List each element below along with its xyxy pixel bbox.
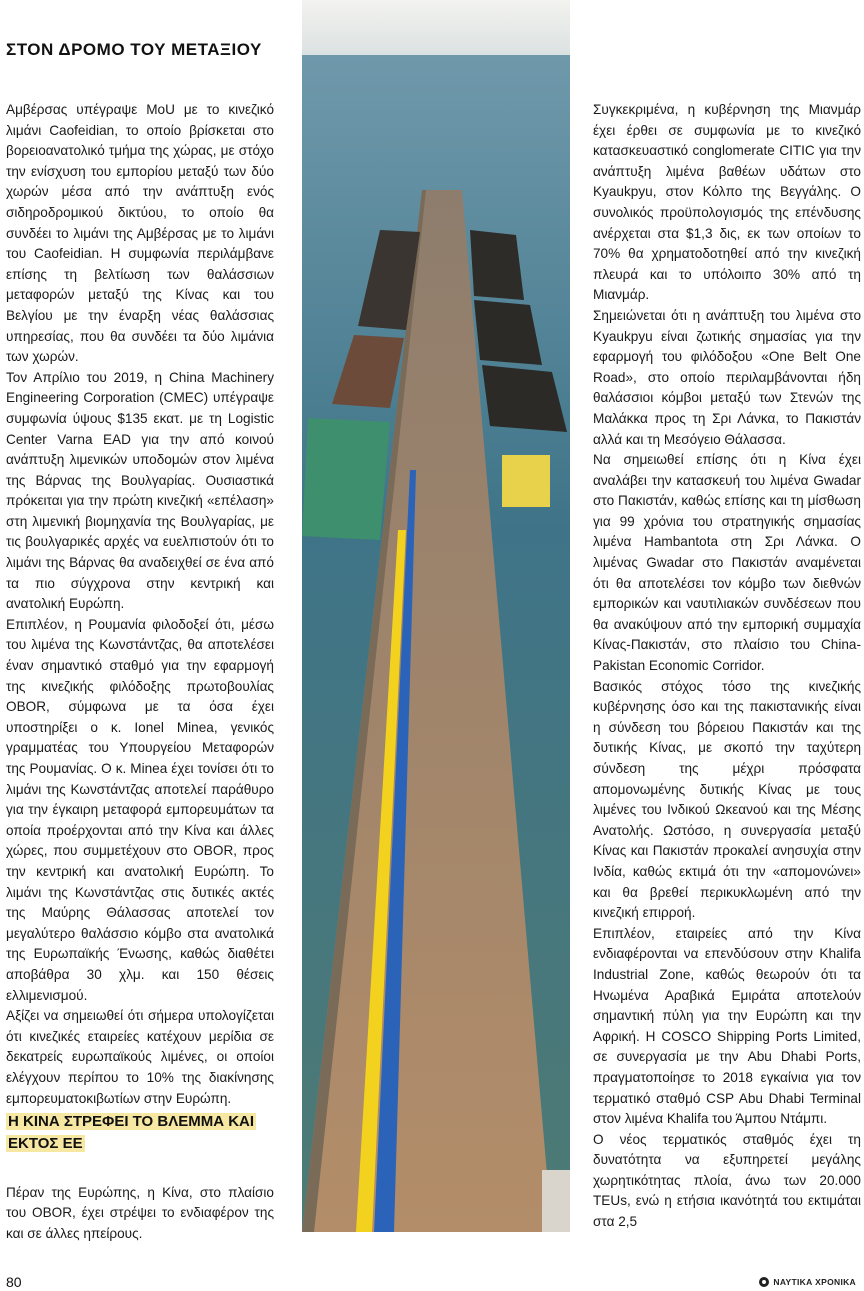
page-number: 80 (6, 1274, 22, 1290)
barge-left-green (302, 418, 390, 540)
paragraph: Συγκεκριμένα, η κυβέρνηση της Μιανμάρ έχει έρθει σε συμφωνία με το κινεζικό κατασκευαστικό conglomerate CITIC για την ανάπτυξη λιμένα βαθέων υδάτων στο Kyaukpyu, στον Κόλπο της Βεγγάλης. Ο συνολικός προϋπολογισμός της επένδυσης ανέρχεται στα $1,3 δις, εκ των οποίων το 70% θα χρηματοδοτηθεί από την κινεζική πλευρά και το υπόλοιπο 30% από τη Μιανμάρ. (593, 102, 861, 303)
sky (302, 0, 570, 62)
paragraph: Αμβέρσας υπέγραψε MoU με το κινεζικό λιμάνι Caofeidian, το οποίο βρίσκεται στο βορειοανατολικό τμήμα της χώρας, με στόχο την ενίσχυση του εμπορίου μεταξύ των δύο χωρών μέσα από την ανάπτυξη ενός σιδηροδρομικού δικτύου, το οποίο θα συνδέει το λιμάνι της Αμβέρσας με το λιμάνι του Caofeidian. Η συμφωνία περιλάμβανε επίσης τη βελτίωση των θαλάσσιων μεταφορών μεταξύ της Κίνας και του Βελγίου με την έναρξη νέας θαλάσσιας υπηρεσίας, που θα συνδέει τα δύο λιμάνια των χωρών. (6, 102, 274, 365)
paragraph: Αξίζει να σημειωθεί ότι σήμερα υπολογίζεται ότι κινεζικές εταιρείες κατέχουν μερίδια σε δεκατρείς ευρωπαϊκούς λιμένες, οι οποίοι ελέγχουν περίπου το 10% της διακίνησης εμπορευματοκιβωτίων στην Ευρώπη. (6, 1008, 274, 1106)
paragraph: Επιπλέον, η Ρουμανία φιλοδοξεί ότι, μέσω του λιμένα της Κωνστάντζας, θα αποτελέσει έναν σημαντικό σταθμό για την εφαρμογή της κινεζικής φιλόδοξης πρωτοβουλίας OBOR, σύμφωνα με τα όσα έχει υποστηρίξει ο κ. Ionel Minea, γενικός γραμματέας του Υπουργείου Μεταφορών της Ρουμανίας. Ο κ. Minea έχει τονίσει ότι το λιμάνι της Κωνστάντζας αποτελεί παράθυρο για την έγκαιρη μεταφορά εμπορευμάτων τα οποία προέρχονται από την Κίνα και άλλες χώρες, που συμμετέχουν στο OBOR, προς την κεντρική και ανατολική Ευρώπη. Το λιμάνι της Κωνστάντζας στις δυτικές ακτές της Μαύρης Θάλασσας αποτελεί τον μεγαλύτερο θαλάσσιο κόμβο στα ανατολικά της Ευρωπαϊκής Ένωσης, καθώς διαθέτει αποβάθρα 30 χλμ. και 150 θέσεις ελλιμενισμού. (6, 616, 274, 1003)
tugboat (502, 455, 550, 507)
brand-logo-icon (759, 1277, 769, 1287)
port-pier-photo (302, 0, 570, 1232)
subheading: Η ΚΙΝΑ ΣΤΡΕΦΕΙ ΤΟ ΒΛΕΜΜΑ ΚΑΙ ΕΚΤΟΣ ΕΕ (8, 1113, 255, 1152)
brand-name: ΝΑΥΤΙΚΑ ΧΡΟΝΙΚΑ (773, 1277, 856, 1287)
paragraph: Να σημειωθεί επίσης ότι η Κίνα έχει αναλάβει την κατασκευή του λιμένα Gwadar στο Πακιστάν, καθώς επίσης και τη μίσθωση για 99 χρόνια του στρατηγικής σημασίας λιμένα Hambantota στη Σρι Λάνκα. Ο λιμένας Gwadar στο Πακιστάν αναμένεται ότι θα αποτελέσει τον κόμβο των διεθνών εμπορικών και ναυτιλιακών συνδέσεων που θα ανακύψουν από την εμπορική συμμαχία Κίνας-Πακιστάν, στο πλαίσιο του China-Pakistan Economic Corridor. (593, 452, 861, 674)
paragraph: Σημειώνεται ότι η ανάπτυξη του λιμένα στο Kyaukpyu είναι ζωτικής σημασίας για την εφαρμογή του φιλόδοξου «One Belt One Road», στο οποίο περιλαμβάνονται ήδη θαλάσσιοι κόμβοι μεταξύ των Στενών της Μαλάκκα προς τη Σρι Λάνκα, το Πακιστάν αλλά και τη Μεσόγειο Θάλασσα. (593, 307, 861, 447)
paragraph: Τον Απρίλιο του 2019, η China Machinery Engineering Corporation (CMEC) υπέγραψε συμφωνία ύψους $135 εκατ. με τη Logistic Center Varna EAD για την από κοινού ανάπτυξη λιμενικών υποδομών στον λιμένα της Βάρνας της Βουλγαρίας. Ουσιαστικά πρόκειται για την πρώτη κινεζική «επέλαση» στη λιμενική βιομηχανία της Βουλγαρίας, με τις βουλγαρικές αρχές να ευελπιστούν ότι το λιμάνι της Βάρνας θα αναδειχθεί σε ένα από τα πιο σύγχρονα στην κεντρική και ανατολική Ευρώπη. (6, 369, 274, 612)
subheading-block (6, 1111, 256, 1155)
building (542, 1170, 570, 1232)
section-title: ΣΤΟΝ ΔΡΟΜΟ ΤΟΥ ΜΕΤΑΞΙΟΥ (6, 40, 262, 59)
paragraph: Βασικός στόχος τόσο της κινεζικής κυβέρνησης όσο και της πακιστανικής είναι η σύνδεση του βόρειου Πακιστάν και της δυτικής Κίνας, με σκοπό την ταχύτερη σύνδεση της μέχρι πρόσφατα απομονωμένης δυτικής Κίνας με τους λιμένες του Ινδικού Ωκεανού και της Μέσης Ανατολής. Ωστόσο, η συνεργασία μεταξύ Κίνας και Πακιστάν προκαλεί ανησυχία στην Ινδία, καθώς εκτιμά ότι την «απομονώνει» και θα βρεθεί περικυκλωμένη από την κινεζική επιρροή. (593, 678, 861, 921)
barge-right-1 (470, 230, 524, 300)
right-column (593, 100, 861, 1233)
paragraph: Πέραν της Ευρώπης, η Κίνα, στο πλαίσιο του OBOR, έχει στρέψει το ενδιαφέρον της και σε άλλες ηπείρους. (6, 1184, 274, 1241)
left-column (6, 100, 274, 1109)
paragraph: Επιπλέον, εταιρείες από την Κίνα ενδιαφέρονται να επενδύσουν στην Khalifa Industrial Zone, καθώς θεωρούν ότι τα Ηνωμένα Αραβικά Εμιράτα αποτελούν σημαντική πύλη για την Ευρώπη και την Αφρική. Η COSCO Shipping Ports Limited, σε συνεργασία με την Abu Dhabi Ports, πραγματοποίησε το 2018 εγκαίνια για τον τερματικό σταθμό CSP Abu Dhabi Terminal στον λιμένα Khalifa του Άμπου Ντάμπι. (593, 925, 861, 1127)
publication-brand (759, 1277, 856, 1287)
paragraph: Ο νέος τερματικός σταθμός έχει τη δυνατότητα να εξυπηρετεί μεγάλης χωρητικότητας πλοία, άνω των 20.000 TEUs, ενώ η ετήσια ικανότητά του εκτιμάται στα 2,5 (593, 1131, 861, 1230)
